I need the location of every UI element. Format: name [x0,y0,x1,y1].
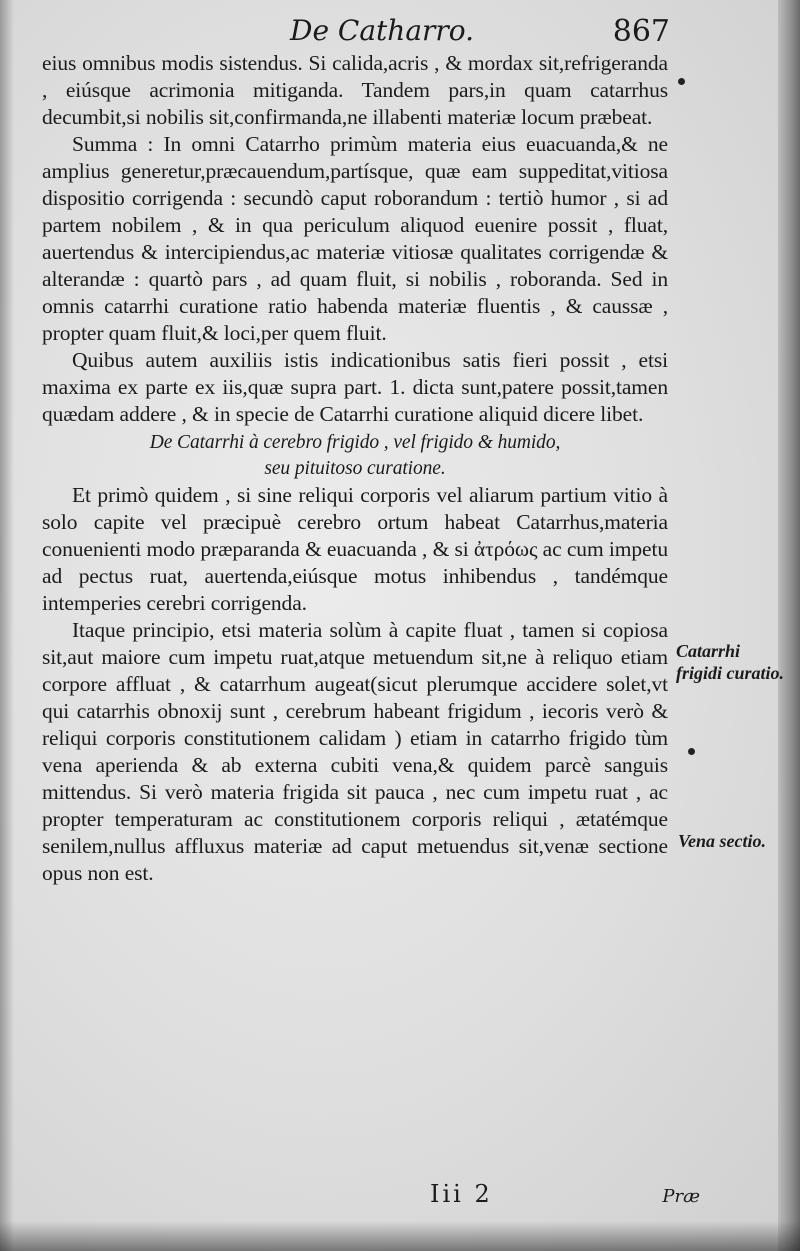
paragraph-4: Et primò quidem , si sine reliqui corporis vel aliarum partium vitio à solo capite vel præcipuè cerebro ortum habeat Catarrhus,materia conuenienti modo præparanda & euacuanda , & si ἀτρόως ac cum impetu ad pectus ruat, auertenda,eiúsque motus inhibendus , tandémque intemperies cerebri corrigenda. [42,483,668,615]
margin-dot-mark [688,748,695,755]
margin-dot-mark [678,78,685,85]
paragraph-3: Quibus autem auxiliis istis indicationibus satis fieri possit , etsi maxima ex parte ex iis,quæ supra part. 1. dicta sunt,patere possit,tamen quædam addere , & in specie de Catarrhi curatione aliquid dicere libet. [42,348,668,426]
page-number: 867 [612,14,670,49]
margin-note-vena-sectio: Vena sectio. [678,831,766,851]
running-title: De Catharro. [290,14,475,47]
paragraph-2: Summa : In omni Catarrho primùm materia eius euacuanda,& ne amplius generetur,præcauendum,partísque, quæ eam suppeditat,vitiosa dispositio corrigenda : secundò caput roborandum : tertiò humor , si ad partem nobilem , & in qua periculum aliquod euenire possit , fluat, auertendus & intercipiendus,ac materiæ vitiosæ qualitates corrigendæ & alterandæ : quartò pars , ad quam fluit, si nobilis , roboranda. Sed in omnis catarrhi curatione ratio habenda materiæ fluentis , & caussæ , propter quam fluit,& loci,per quem fluit. [42,132,668,345]
running-header [290,14,670,54]
paragraph-5: Itaque principio, etsi materia solùm à capite fluat , tamen si copiosa sit,aut maiore cum impetu ruat,atque metuendum sit,ne à reliquo etiam corpore affluat , & catarrhum augeat(sicut plerumque accidere solet,vt qui catarrhis obnoxij sunt , cerebrum habeant frigidum , iecoris verò & reliqui corporis constitutionem calidam ) etiam in catarrho frigido tùm vena aperienda & ab externa cubiti vena,& quidem parcè sanguis mittendus. Si verò materia frigida sit pauca , nec cum impetu ruat , ac propter temperaturam ac constitutionem corporis reliqui , ætatémque senilem,nullus affluxus materiæ ad caput metuendus sit,venæ sectione opus non est. [42,618,668,885]
catchword: Præ [662,1186,700,1207]
page-bottom-shadow [0,1221,800,1251]
page-edge-shadow [778,0,800,1251]
section-heading-line-2: seu pituitoso curatione. [264,458,446,479]
section-heading [42,430,668,482]
page-gutter-shadow [0,0,14,1251]
paragraph-1: eius omnibus modis sistendus. Si calida,acris , & mordax sit,refrigeranda , eiúsque acrimonia mitiganda. Tandem pars,in quam catarrhus decumbit,si nobilis sit,confirmanda,ne illabenti materiæ locum præbeat. [42,51,668,129]
page-footer [420,1180,700,1210]
signature-mark: Iii 2 [430,1180,493,1208]
margin-note-catarrhi: Catarrhi frigidi curatio. [676,641,785,683]
main-text-block [42,50,668,887]
section-heading-line-1: De Catarrhi à cerebro frigido , vel frigido & humido, [149,432,561,453]
